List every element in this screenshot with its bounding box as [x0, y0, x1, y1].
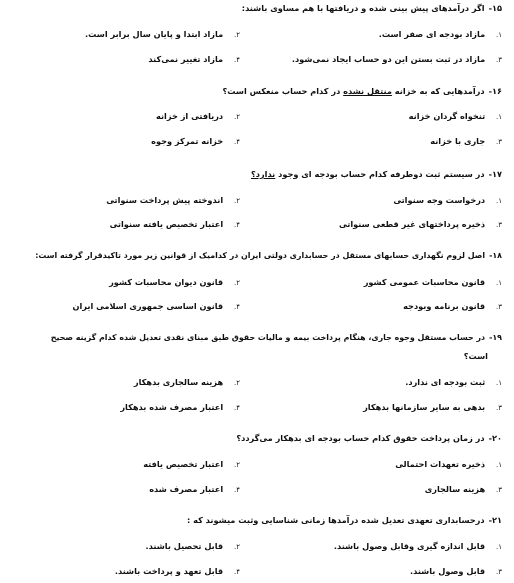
option-1[interactable]: ۱. قانون محاسبات عمومی کشور: [363, 277, 502, 287]
options-row: [10, 402, 502, 414]
option-1[interactable]: ۱. تنخواه گردان خزانه: [408, 111, 502, 121]
option-4[interactable]: ۴. اعتبار تخصیص یافته سنواتی: [109, 219, 240, 229]
option-1[interactable]: ۱. مازاد بودجه ای صفر است.: [378, 29, 502, 39]
option-2[interactable]: ۲. اعتبار تخصیص یافته: [143, 459, 240, 469]
option-3[interactable]: ۳. ذخیره پرداختهای غیر قطعی سنواتی: [339, 219, 502, 229]
options-row: [10, 301, 502, 313]
option-2[interactable]: ۲. اندوخته پیش پرداخت سنواتی: [106, 195, 240, 205]
options-row: [10, 195, 502, 207]
question-21: [10, 515, 502, 525]
question-stem: ۱۷-در سیستم ثبت دوطرفه کدام حساب بودجه ای وجود ندارد؟: [250, 169, 502, 179]
option-3[interactable]: ۳. جاری با خزانه: [430, 136, 502, 146]
options-row: [10, 136, 502, 148]
option-1[interactable]: ۱. قابل اندازه گیری وقابل وصول باشند.: [333, 541, 502, 551]
question-20: [10, 433, 502, 443]
option-2[interactable]: ۲. هزینه سالجاری بدهکار: [133, 377, 240, 387]
option-1[interactable]: ۱. ذخیره تعهدات احتمالی: [395, 459, 502, 469]
question-stem: ۱۵-اگر درآمدهای پیش بینی شده و دریافتها با هم مساوی باشند:: [241, 3, 502, 13]
question-18: [10, 251, 502, 261]
options-row: [10, 219, 502, 231]
question-stem: ۲۱-درحسابداری تعهدی تعدیل شده درآمدها زمانی شناسایی وثبت میشوند که :: [186, 515, 502, 525]
option-2[interactable]: ۲. دریافتی از خزانه: [156, 111, 240, 121]
option-3[interactable]: ۳. قانون برنامه وبودجه: [403, 301, 502, 311]
option-1[interactable]: ۱. ثبت بودجه ای ندارد.: [405, 377, 502, 387]
options-row: [10, 111, 502, 123]
question-19: [10, 333, 502, 361]
question-16: [10, 86, 502, 96]
option-3[interactable]: ۳. هزینه سالجاری: [424, 484, 502, 494]
option-3[interactable]: ۳. بدهی به سایر سازمانها بدهکار: [363, 402, 502, 412]
option-4[interactable]: ۴. اعتبار مصرف شده: [149, 484, 240, 494]
question-15: [10, 3, 502, 13]
options-row: [10, 484, 502, 496]
question-stem: ۱۸-اصل لزوم نگهداری حسابهای مستقل در حسابداری دولتی ایران در کدامیک از قوانین زیر مورد تاکیدقرار گرفته است:: [35, 251, 502, 260]
question-17: [10, 169, 502, 179]
option-2[interactable]: ۲. قابل تحصیل باشند.: [145, 541, 240, 551]
options-row: [10, 277, 502, 289]
option-1[interactable]: ۱. درخواست وجه سنواتی: [393, 195, 502, 205]
option-3[interactable]: ۳. قابل وصول باشند.: [410, 566, 502, 576]
option-3[interactable]: ۳. مازاد در ثبت بستن این دو حساب ایجاد نمی‌شود.: [291, 54, 502, 64]
option-4[interactable]: ۴. خزانه تمرکز وجوه: [151, 136, 240, 146]
options-row: [10, 459, 502, 471]
option-4[interactable]: ۴. قابل تعهد و پرداخت باشند.: [114, 566, 240, 576]
option-4[interactable]: ۴. قانون اساسی جمهوری اسلامی ایران: [72, 301, 240, 311]
options-row: [10, 29, 502, 41]
question-stem-continued: است؟: [463, 350, 488, 361]
question-stem: ۱۶-درآمدهایی که به خزانه منتقل نشده در کدام حساب منعکس است؟: [222, 86, 502, 96]
options-row: [10, 54, 502, 66]
option-2[interactable]: ۲. مازاد ابتدا و پایان سال برابر است.: [85, 29, 240, 39]
options-row: [10, 377, 502, 389]
question-stem: ۱۹-در حساب مستقل وجوه جاری، هنگام پرداخت بیمه و مالیات حقوق طبق مبنای نقدی تعدیل شده کدام گزینه صحیح: [50, 333, 502, 342]
option-4[interactable]: ۴. اعتبار مصرف شده بدهکار: [120, 402, 240, 412]
options-row: [10, 541, 502, 553]
options-row: [10, 566, 502, 578]
option-2[interactable]: ۲. قانون دیوان محاسبات کشور: [109, 277, 240, 287]
question-stem: ۲۰-در زمان پرداخت حقوق کدام حساب بودجه ای بدهکار می‌گردد؟: [236, 433, 502, 443]
option-4[interactable]: ۴. مازاد تغییر نمی‌کند: [148, 54, 240, 64]
